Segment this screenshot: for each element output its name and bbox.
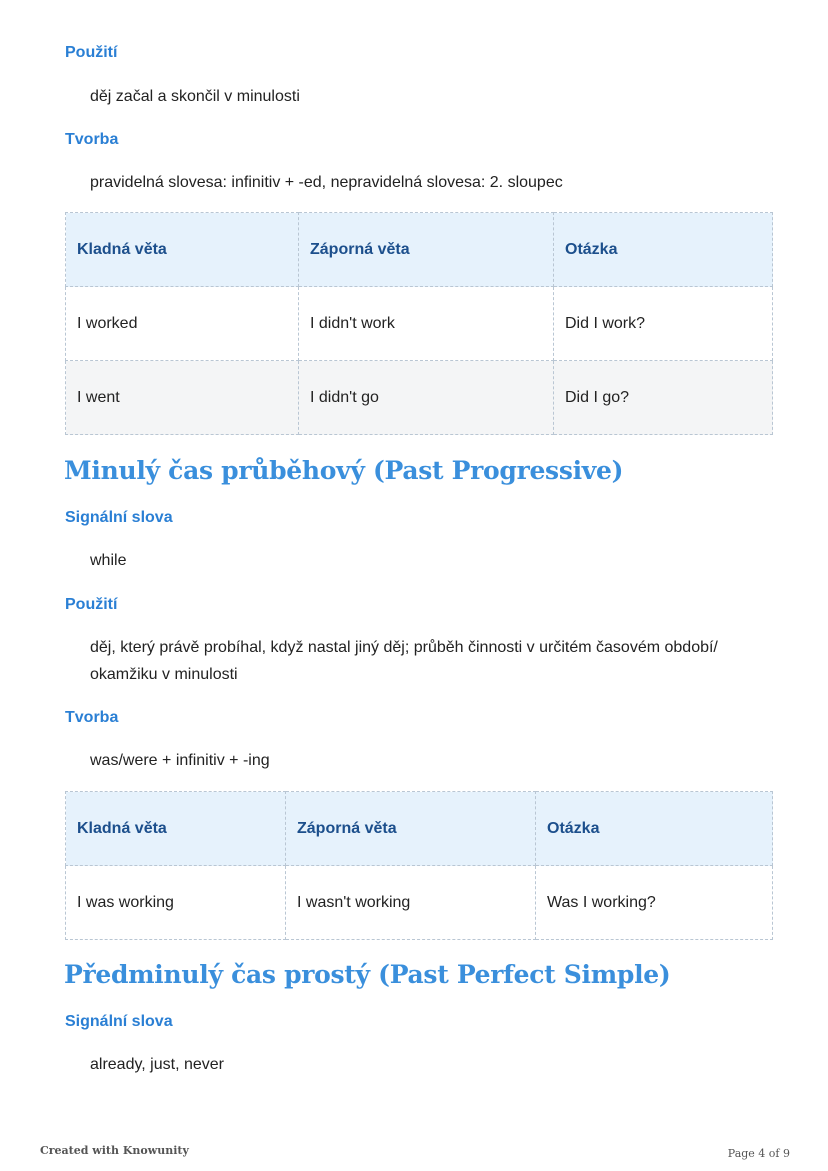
table-cell: I wasn't working [286, 866, 536, 940]
table-header-row [66, 213, 773, 287]
section-heading-past-perfect-simple: Předminulý čas prostý (Past Perfect Simple) [64, 960, 671, 989]
table-header-cell: Otázka [536, 792, 773, 866]
table-header-row [66, 792, 773, 866]
past-simple-table [65, 212, 773, 435]
footer-page-number: Page 4 of 9 [727, 1147, 790, 1160]
table-header-cell: Kladná věta [66, 792, 286, 866]
usage-label: Použití [65, 596, 118, 613]
form-text: was/were + infinitiv + -ing [90, 752, 270, 769]
table-cell: I didn't work [299, 287, 554, 361]
table-cell: Did I work? [554, 287, 773, 361]
footer-created-with: Created with Knowunity [40, 1144, 189, 1157]
usage-label: Použití [65, 44, 118, 61]
form-label: Tvorba [65, 131, 119, 148]
section-heading-past-progressive: Minulý čas průběhový (Past Progressive) [64, 456, 624, 485]
table-cell: Did I go? [554, 361, 773, 435]
signal-words-text: while [90, 552, 127, 569]
table-row [66, 287, 773, 361]
usage-text: děj, který právě probíhal, když nastal jiný děj; průběh činnosti v určitém časovém období/ okamžiku v minulosti [90, 639, 718, 683]
table-cell: I was working [66, 866, 286, 940]
usage-text: děj začal a skončil v minulosti [90, 88, 300, 105]
form-text: pravidelná slovesa: infinitiv + -ed, nepravidelná slovesa: 2. sloupec [90, 174, 563, 191]
table-row [66, 361, 773, 435]
table-header-cell: Otázka [554, 213, 773, 287]
table-cell: I didn't go [299, 361, 554, 435]
table-header-cell: Kladná věta [66, 213, 299, 287]
signal-words-text: already, just, never [90, 1056, 224, 1073]
past-progressive-table [65, 791, 773, 940]
table-cell: I went [66, 361, 299, 435]
signal-words-label: Signální slova [65, 509, 173, 526]
table-header-cell: Záporná věta [299, 213, 554, 287]
table-cell: I worked [66, 287, 299, 361]
form-label: Tvorba [65, 709, 119, 726]
table-row [66, 866, 773, 940]
signal-words-label: Signální slova [65, 1013, 173, 1030]
table-cell: Was I working? [536, 866, 773, 940]
table-header-cell: Záporná věta [286, 792, 536, 866]
